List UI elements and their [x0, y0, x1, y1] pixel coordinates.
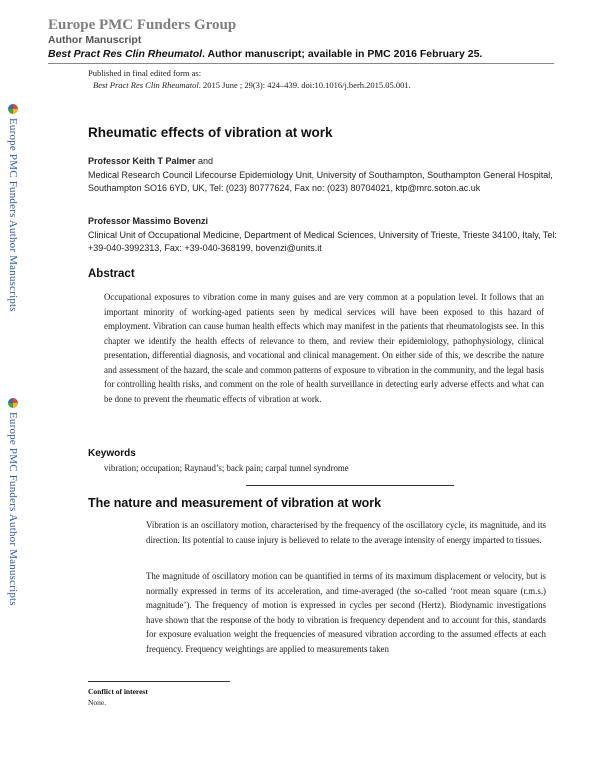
- section-heading: The nature and measurement of vibration at work: [88, 496, 382, 510]
- journal-name: Best Pract Res Clin Rheumatol: [48, 48, 203, 60]
- published-citation: [88, 79, 411, 91]
- citation-details: . 2015 June ; 29(3): 424–439. doi:10.1016/j.berh.2015.05.001.: [198, 80, 411, 90]
- author-name: Professor Keith T Palmer: [88, 156, 196, 166]
- page-header: [48, 16, 568, 61]
- side-watermark-text: Europe PMC Funders Author Manuscripts: [7, 118, 19, 312]
- author-manuscript-label: Author Manuscript: [48, 34, 142, 46]
- author-block: [88, 155, 558, 196]
- keywords-heading: Keywords: [88, 448, 136, 459]
- abstract-heading: Abstract: [88, 268, 135, 280]
- side-watermark-text: Europe PMC Funders Author Manuscripts: [7, 412, 19, 606]
- author-name: Professor Massimo Bovenzi: [88, 216, 209, 226]
- conflict-of-interest-text: None.: [88, 698, 107, 707]
- author-block: [88, 215, 558, 256]
- journal-availability: . Author manuscript; available in PMC 2016 February 25.: [202, 48, 483, 60]
- keywords-list: vibration; occupation; Raynaud’s; back pain; carpal tunnel syndrome: [104, 463, 349, 473]
- footnote-divider: [88, 681, 230, 682]
- published-notice: [88, 67, 411, 91]
- side-watermark-top: [4, 104, 22, 312]
- abstract-text: Occupational exposures to vibration come in many guises and are very common at a population level. It follows that an important minority of working-aged patients seen by medical services will have been exposed to this hazard of employment. Vibration can cause human health effects which may manifest in the patients that rheumatologists see. In this chapter we identify the health effects of relevance to them, and review their epidemiology, pathophysiology, clinical presentation, differential diagnosis, and vocational and clinical management. On either side of this, we describe the nature and assessment of the hazard, the scale and common patterns of exposure to vibration in the community, and the legal basis for controlling health risks, and comment on the role of health surveillance in detecting early adverse effects and what can be done to prevent the rheumatic effects of vibration at work.: [104, 292, 544, 404]
- keywords-divider: [246, 485, 454, 486]
- journal-line: [48, 47, 568, 61]
- article-title: Rheumatic effects of vibration at work: [88, 125, 333, 140]
- europe-pmc-logo-icon: [8, 104, 18, 114]
- section-paragraph: The magnitude of oscillatory motion can be quantified in terms of its maximum displacement or velocity, but is normally expressed in terms of its acceleration, and time-averaged (the so-called ‘root mean square (r.m.s.) magnitude’). The frequency of motion is expressed in cycles per second (Hertz). Biodynamic investigations have shown that the response of the body to vibration is frequency dependent and to account for this, standards for exposure evaluation weight the frequencies of measured vibration according to the assumed effects at each frequency. Frequency weightings are applied to measurements taken: [146, 571, 546, 654]
- funder-group-title: Europe PMC Funders Group: [48, 17, 237, 33]
- author-suffix: and: [195, 156, 214, 166]
- section-paragraph: Vibration is an oscillatory motion, characterised by the frequency of the oscillatory cycle, its magnitude, and its direction. Its potential to cause injury is believed to relate to the average intensity of energy imparted to tissues.: [146, 520, 546, 545]
- conflict-of-interest-label: Conflict of interest: [88, 687, 148, 696]
- published-label: Published in final edited form as:: [88, 68, 202, 78]
- side-watermark-bottom: [4, 398, 22, 606]
- author-affiliation: Clinical Unit of Occupational Medicine, Department of Medical Sciences, University of Trieste, Trieste 34100, Italy, Tel: +39-040-3992313, Fax: +39-040-368199, bovenzi@units.it: [88, 229, 557, 253]
- author-affiliation: Medical Research Council Lifecourse Epidemiology Unit, University of Southampton, Southampton General Hospital, Southampton SO16 6YD, UK, Tel: (023) 80777624, Fax no: (023) 80704021, ktp@mrc.soton.ac.uk: [88, 169, 553, 193]
- header-divider: [48, 63, 554, 64]
- citation-journal: Best Pract Res Clin Rheumatol: [93, 80, 199, 90]
- europe-pmc-logo-icon: [8, 398, 18, 408]
